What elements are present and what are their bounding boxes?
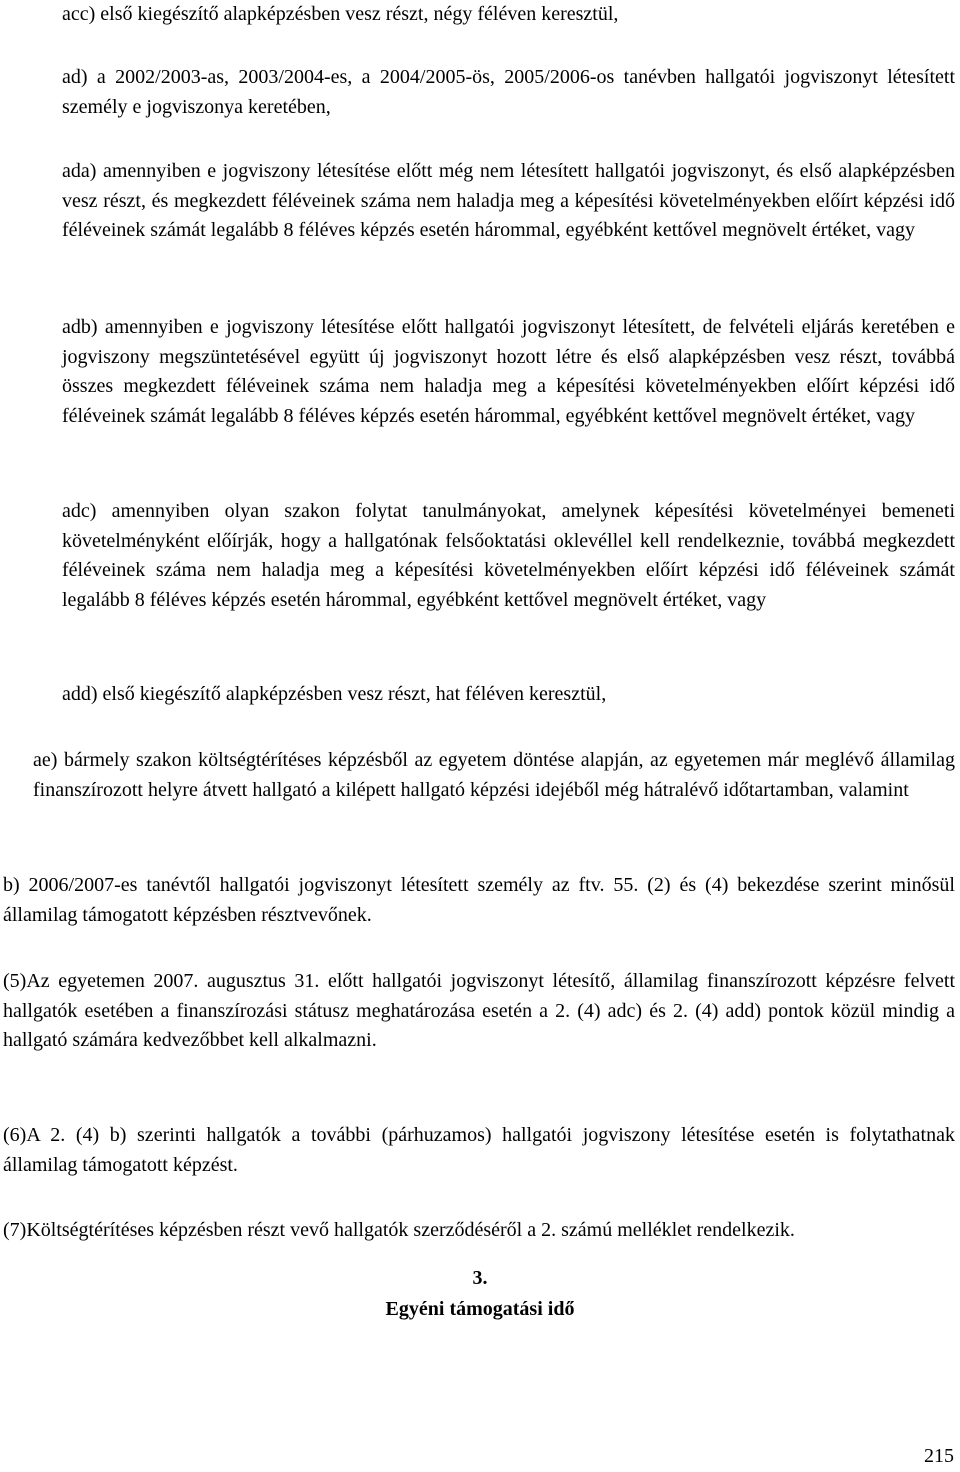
paragraph-b: b) 2006/2007-es tanévtől hallgatói jogviszonyt létesített személy az ftv. 55. (2) és (4) bekezdése szerint minősül államilag támogatott képzésben résztvevőnek. [3,874,955,926]
paragraph-7: (7)Költségtérítéses képzésben részt vevő hallgatók szerződéséről a 2. számú melléklet rendelkezik. [3,1219,795,1241]
page-number: 215 [924,1445,954,1467]
section-title: Egyéni támogatási idő [385,1298,575,1320]
paragraph-ada: ada) amennyiben e jogviszony létesítése előtt még nem létesített hallgatói jogviszonyt, és első alapképzésben vesz részt, és megkezdett féléveinek száma nem haladja meg a képesítési követelményekben előírt képzési idő féléveinek számát legalább 8 féléves képzés esetén hárommal, egyébként kettővel megnövelt értéket, vagy [62,160,955,241]
paragraph-ad: ad) a 2002/2003-as, 2003/2004-es, a 2004/2005-ös, 2005/2006-os tanévben hallgatói jogviszonyt létesített személy e jogviszonya keretében, [62,66,955,118]
paragraph-adc: adc) amennyiben olyan szakon folytat tanulmányokat, amelynek képesítési követelményei bemeneti követelményként előírják, hogy a hallgatónak felsőoktatási oklevéllel kell rendelkeznie, továbbá megkezdett féléveinek száma nem haladja meg a képesítési követelményekben előírt képzési idő féléveinek számát legalább 8 féléves képzés esetén hárommal, egyébként kettővel megnövelt értéket, vagy [62,500,955,611]
paragraph-5: (5)Az egyetemen 2007. augusztus 31. előtt hallgatói jogviszonyt létesítő, államilag finanszírozott képzésre felvett hallgatók esetében a finanszírozási státusz meghatározása esetén a 2. (4) adc) és 2. (4) add) pontok közül mindig a hallgató számára kedvezőbbet kell alkalmazni. [3,970,955,1051]
paragraph-acc: acc) első kiegészítő alapképzésben vesz részt, négy féléven keresztül, [62,3,619,25]
paragraph-6: (6)A 2. (4) b) szerinti hallgatók a további (párhuzamos) hallgatói jogviszony létesítése esetén is folytathatnak államilag támogatott képzést. [3,1124,955,1176]
paragraph-add: add) első kiegészítő alapképzésben vesz részt, hat féléven keresztül, [62,683,607,705]
paragraph-ae: ae) bármely szakon költségtérítéses képzésből az egyetem döntése alapján, az egyetemen már meglévő államilag finanszírozott helyre átvett hallgató a kilépett hallgató képzési idejéből még hátralévő időtartamban, valamint [33,749,955,801]
paragraph-adb: adb) amennyiben e jogviszony létesítése előtt hallgatói jogviszonyt létesített, de felvételi eljárás keretében e jogviszony megszüntetésével együtt új jogviszonyt hozott létre és első alapképzésben vesz részt, továbbá összes megkezdett féléveinek száma nem haladja meg a képesítési követelményekben előírt képzési idő féléveinek számát legalább 8 féléves képzés esetén hárommal, egyébként kettővel megnövelt értéket, vagy [62,316,955,427]
section-number: 3. [472,1267,488,1289]
